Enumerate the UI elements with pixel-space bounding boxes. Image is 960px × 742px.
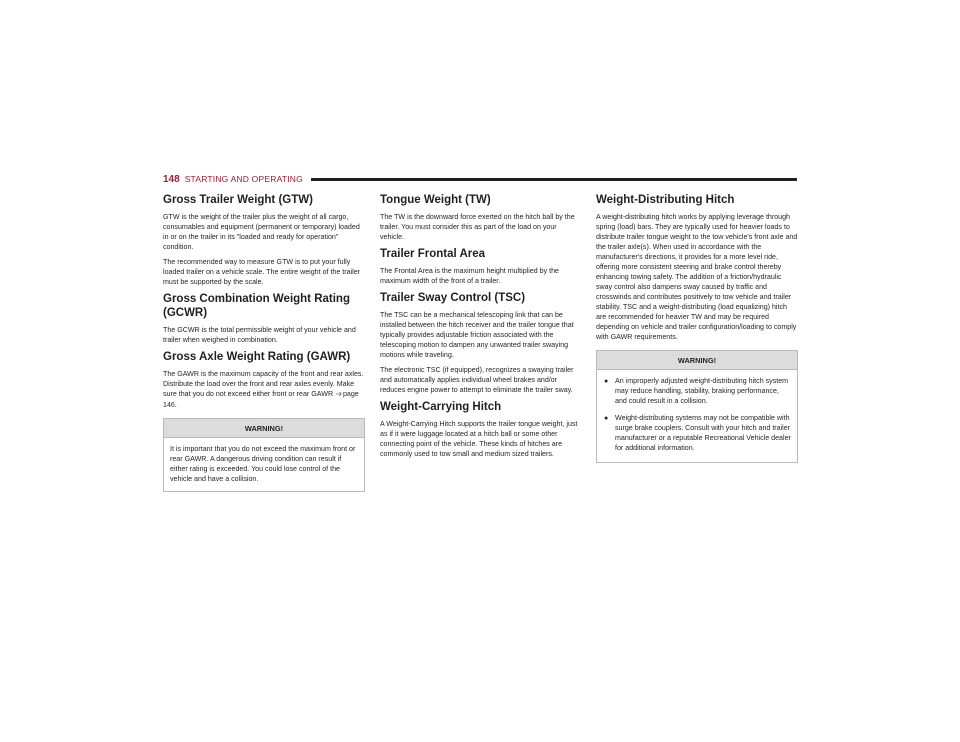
page-reference-link[interactable]: page 146. — [163, 390, 359, 409]
tw-paragraph-1: The TW is the downward force exerted on the hitch ball by the trailer. You must consider this as part of the load on your vehicle. — [380, 213, 575, 241]
gtw-paragraph-1: GTW is the weight of the trailer plus the weight of all cargo, consumables and equipment (permanent or temporary) loaded in or on the trailer in its "loaded and ready for operation" condition. — [163, 213, 360, 251]
heading-trailer-frontal-area: Trailer Frontal Area — [380, 248, 486, 260]
wch-paragraph-1: A Weight-Carrying Hitch supports the trailer tongue weight, just as if it were luggage located at a hitch ball or some other connecting point of the vehicle. These kinds of hitches are commonly used to tow small and medium sized trailers. — [380, 420, 578, 458]
tsc-paragraph-1: The TSC can be a mechanical telescoping link that can be installed between the hitch receiver and the trailer tongue that typically provides adjustable friction associated with the telescoping motion to dampen any unwanted trailer swaying motions while traveling. — [380, 311, 574, 359]
page-reference-arrow-icon: ➩ — [336, 391, 342, 398]
wdh-paragraph-1: A weight-distributing hitch works by applying leverage through spring (load) bars. They are typically used for heavier loads to distribute trailer tongue weight to the tow vehicle's front axle and the trailer axle(s). When used in accordance with the manufacturer's directions, it provides for a more level ride, offering more consistent steering and brake control thereby enhancing towing safety. The addition of a friction/hydraulic sway control also dampens sway caused by traffic and crosswinds and contributes positively to tow vehicle and trailer stability. TSC and a weight-distributing (load equalizing) hitch are recommended for heavier TW and may be required depending on vehicle and trailer configuration/loading to comply with GAWR requirements. — [596, 213, 798, 341]
warning-box-wdh — [596, 350, 798, 463]
heading-trailer-sway-control: Trailer Sway Control (TSC) — [380, 292, 526, 304]
warning-text: It is important that you do not exceed the maximum front or rear GAWR. A dangerous driving condition can result if either rating is exceeded. You could lose control of the vehicle and have a collision. — [170, 445, 356, 483]
warning-list-item: ● Weight-distributing systems may not be compatible with surge brake couplers. Consult with your hitch and trailer manufacturer or a reputable Recreational Vehicle dealer for additional information. — [604, 414, 791, 452]
column-2 — [380, 193, 582, 464]
bullet-icon: ● — [604, 415, 609, 422]
warning-title: WARNING! — [597, 351, 797, 370]
warning-list — [597, 370, 797, 462]
warning-box-gawr — [163, 418, 365, 492]
heading-gcwr: Gross Combination Weight Rating (GCWR) — [163, 293, 350, 319]
gawr-text: The GAWR is the maximum capacity of the front and rear axles. Distribute the load over the front and rear axles evenly. Make sure that you do not exceed either front or rear GAWR — [163, 370, 364, 398]
column-1 — [163, 193, 365, 492]
page-number: 148 — [163, 173, 180, 185]
gtw-paragraph-2: The recommended way to measure GTW is to put your fully loaded trailer on a vehicle scale. The entire weight of the trailer must be supported by the scale. — [163, 258, 361, 286]
heading-weight-carrying-hitch: Weight-Carrying Hitch — [380, 401, 502, 413]
heading-weight-distributing-hitch: Weight-Distributing Hitch — [596, 194, 735, 206]
tfa-paragraph-1: The Frontal Area is the maximum height multiplied by the maximum width of the front of a trailer. — [380, 267, 560, 285]
column-3 — [596, 193, 798, 463]
gcwr-paragraph-1: The GCWR is the total permissible weight of your vehicle and trailer when weighed in combination. — [163, 326, 356, 344]
warning-list-item: ● An improperly adjusted weight-distributing hitch system may reduce handling, stability, braking performance, and could result in a collision. — [604, 377, 789, 405]
heading-tongue-weight: Tongue Weight (TW) — [380, 194, 491, 206]
bullet-icon: ● — [604, 378, 609, 385]
page-header — [163, 172, 797, 186]
heading-gawr: Gross Axle Weight Rating (GAWR) — [163, 351, 351, 363]
heading-gtw: Gross Trailer Weight (GTW) — [163, 194, 313, 206]
warning-title: WARNING! — [164, 419, 364, 438]
tsc-paragraph-2: The electronic TSC (if equipped), recognizes a swaying trailer and automatically applies individual wheel brakes and/or reduces engine power to attempt to eliminate the trailer sway. — [380, 366, 574, 394]
header-rule — [311, 178, 797, 181]
gawr-paragraph-1 — [163, 369, 365, 410]
section-title: STARTING AND OPERATING — [184, 174, 303, 184]
